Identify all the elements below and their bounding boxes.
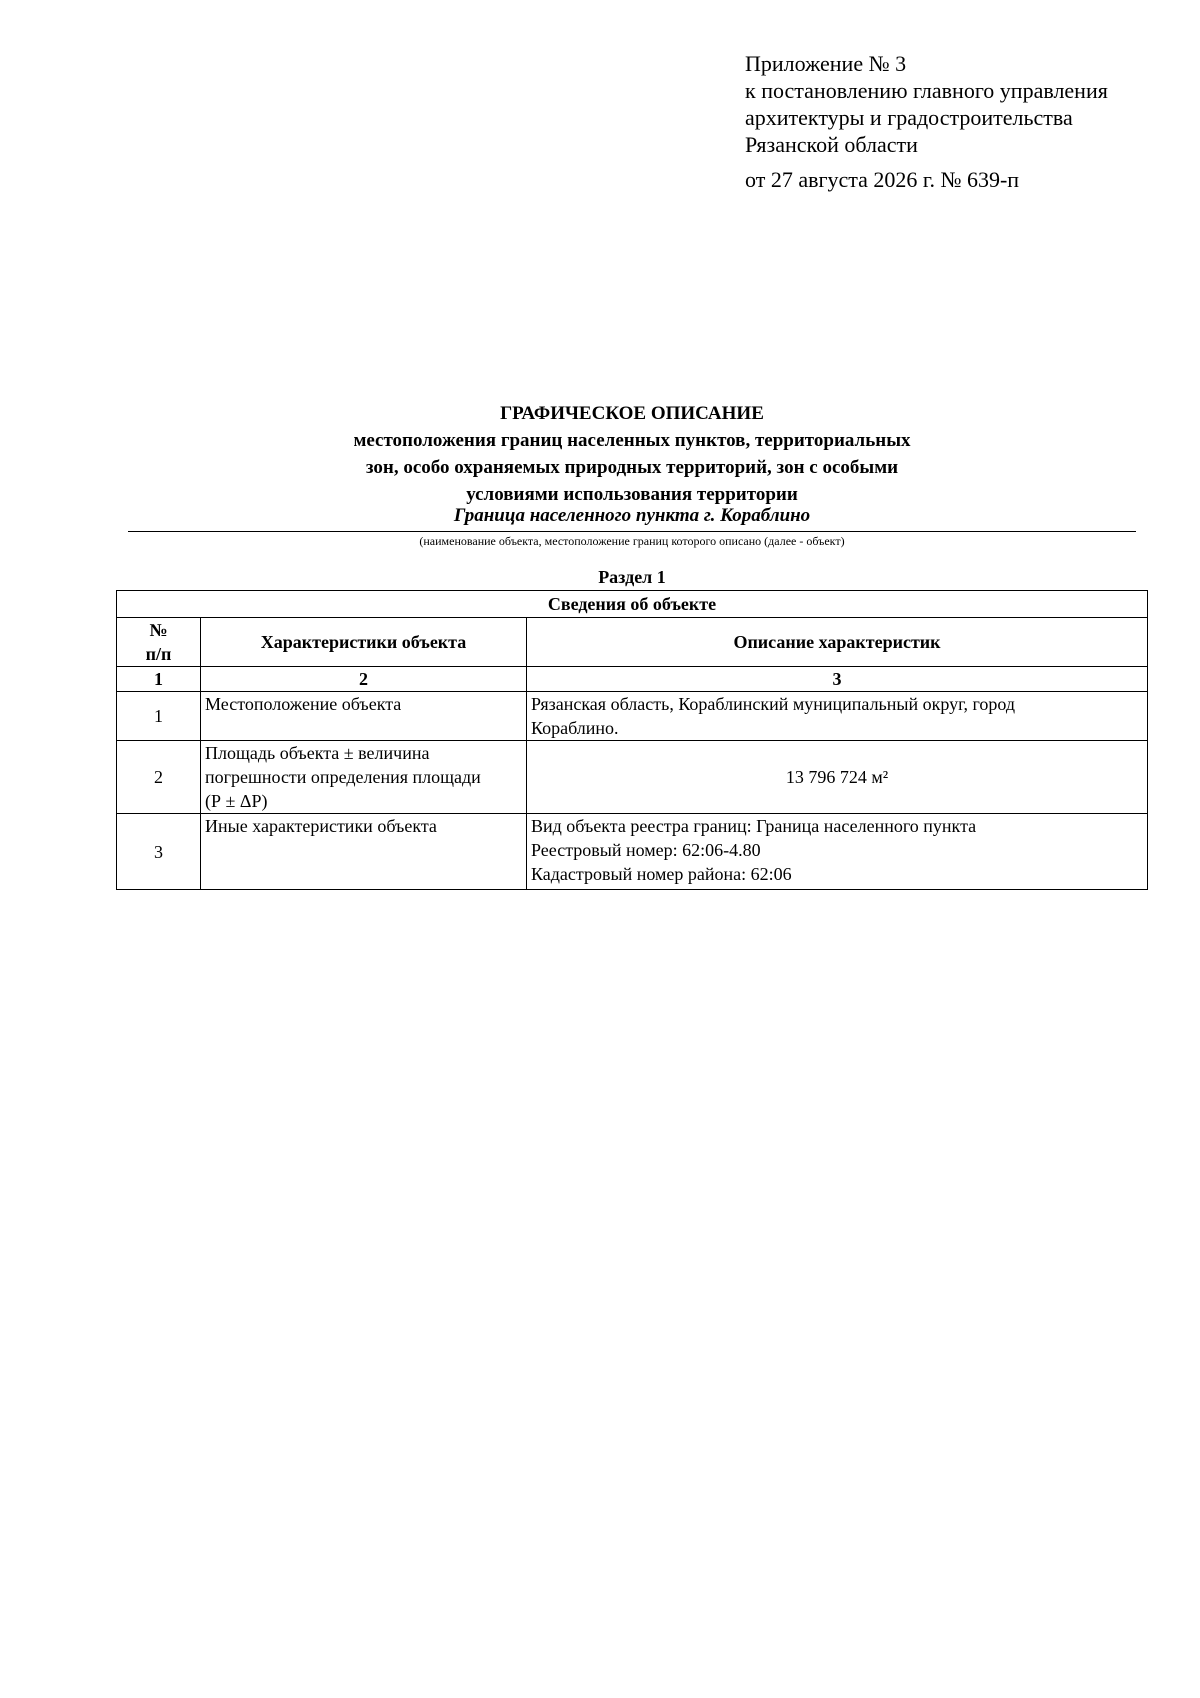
- row-number: 3: [117, 814, 201, 890]
- column-number: 3: [527, 667, 1148, 692]
- object-info-table: [116, 590, 1148, 890]
- characteristic-line: Площадь объекта ± величина: [205, 743, 430, 763]
- section-title: Раздел 1: [598, 567, 666, 587]
- header-no-line: п/п: [145, 644, 172, 664]
- table-row: [117, 692, 1148, 741]
- description-line: Рязанская область, Кораблинский муниципальный округ, город: [531, 694, 1016, 714]
- description-line: Кадастровый номер района: 62:06: [531, 864, 792, 884]
- object-name-underline: [128, 531, 1136, 532]
- appendix-line: к постановлению главного управления: [745, 78, 1108, 103]
- appendix-line: Приложение № 3: [745, 51, 907, 76]
- appendix-line: Рязанской области: [745, 132, 918, 157]
- table-row: [117, 814, 1148, 890]
- row-characteristic: Иные характеристики объекта: [201, 814, 527, 890]
- title-line: условиями использования территории: [466, 484, 798, 505]
- column-number: 2: [201, 667, 527, 692]
- appendix-line: архитектуры и градостроительства: [745, 105, 1073, 130]
- appendix-date: от 27 августа 2026 г. № 639-п: [745, 167, 1020, 192]
- table-caption: Сведения об объекте: [117, 591, 1148, 618]
- row-description: [527, 814, 1148, 890]
- appendix-block: [745, 50, 1108, 193]
- row-characteristic: Местоположение объекта: [201, 692, 527, 741]
- header-description: Описание характеристик: [527, 618, 1148, 667]
- title-line: местоположения границ населенных пунктов, территориальных: [353, 430, 911, 451]
- description-line: Кораблино.: [531, 718, 619, 738]
- area-value: 13 796 724 м²: [527, 741, 1148, 814]
- description-line: Вид объекта реестра границ: Граница населенного пункта: [531, 816, 977, 836]
- table-caption-row: [117, 591, 1148, 618]
- title-line: зон, особо охраняемых природных территорий, зон с особыми: [365, 457, 899, 478]
- column-number-row: [117, 667, 1148, 692]
- title-heading: ГРАФИЧЕСКОЕ ОПИСАНИЕ: [500, 403, 764, 424]
- row-number: 2: [117, 741, 201, 814]
- column-number: 1: [117, 667, 201, 692]
- header-characteristics: Характеристики объекта: [201, 618, 527, 667]
- row-characteristic: [201, 741, 527, 814]
- document-title: [128, 400, 1136, 508]
- header-no-line: №: [149, 620, 168, 640]
- table-row: [117, 741, 1148, 814]
- object-name-caption: (наименование объекта, местоположение границ которого описано (далее - объект): [419, 534, 845, 548]
- description-line: Реестровый номер: 62:06-4.80: [531, 840, 761, 860]
- object-name: Граница населенного пункта г. Кораблино: [453, 505, 811, 526]
- characteristic-line: (Р ± ΔР): [205, 791, 268, 811]
- characteristic-line: погрешности определения площади: [205, 767, 481, 787]
- table-header-row: [117, 618, 1148, 667]
- row-number: 1: [117, 692, 201, 741]
- header-no: [117, 618, 201, 667]
- row-description: [527, 692, 1148, 741]
